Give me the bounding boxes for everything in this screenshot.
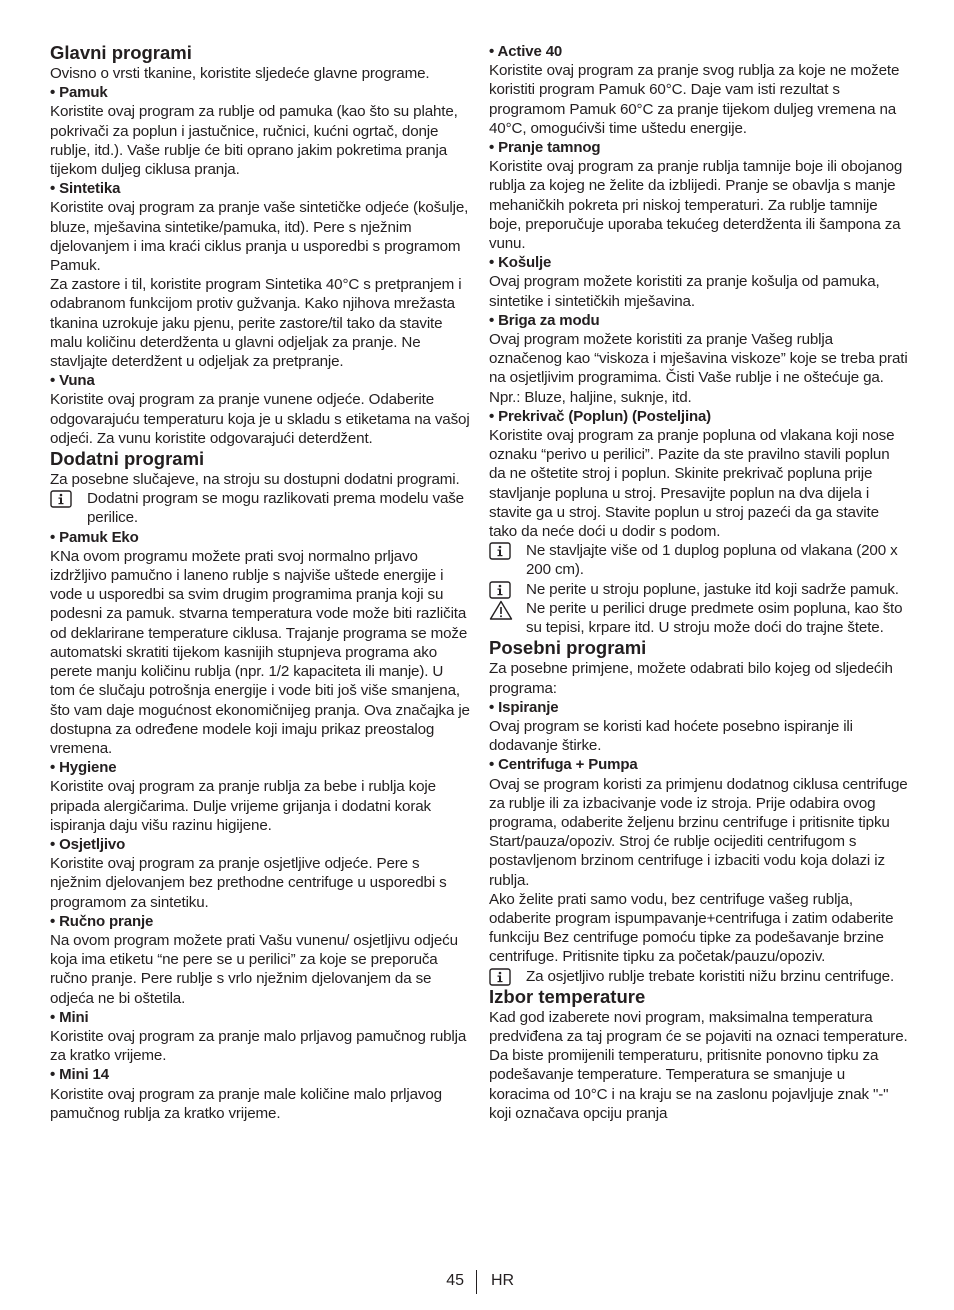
program-name-pranje-tamnog: • Pranje tamnog [489,139,601,157]
paragraph: Koristite ovaj program za pranje male količine malo prljavog pamučnog rublja za kratko vrijeme. [50,1085,442,1122]
info-icon [489,581,511,599]
info-icon [50,490,72,508]
paragraph: KNa ovom programu možete prati svoj normalno prljavo izdržljivo pamučno i laneno rublje s najviše uštede energije i vode u usporedbi sa svim drugim programima pranja koji su podesni za pamuk. stvarna temperatura vode može biti različita od deklarirane temperature ciklusa. Trajanje programa se može automatski skratiti tijekom kasnijih stupnjeva programa ako perete manju količinu rublja (npr. 1/2 kapaciteta ili manje). U tom će slučaju potrošnja energije i vode biti još više smanjena, što vam daje mogućnost ekonomičnijeg pranja. Ova značajka je dostupna za određene modele koji imaju prikaz preostalog vremena. [50,547,470,757]
program-name-vuna: • Vuna [50,372,95,390]
paragraph: Koristite ovaj program za pranje vaše sintetičke odjeće (košulje, bluze, mješavina sintetike/pamuka, itd). Pere s nježnim djelovanjem i ima kraći ciklus pranja u usporedbi s programom Pamuk. [50,199,469,275]
program-name-briga-za-modu: • Briga za modu [489,311,600,329]
paragraph: Ovisno o vrsti tkanine, koristite sljedeće glavne programe. [50,65,430,82]
paragraph: Ovaj program možete koristiti za pranje Vašeg rublja označenog kao “viskoza i mješavina viskoze” koje se treba prati na osjetljivim programima. Čisti Vaše rublje i ne oštećuje ga. Npr.: Bluze, haljine, suknje, itd. [489,331,908,406]
note-text: Ne perite u perilici druge predmete osim popluna, kao što su tepisi, krpare itd. U stroju može doći do trajne štete. [526,599,903,637]
paragraph: Da biste promijenili temperaturu, pritisnite ponovno tipku za podešavanje temperature. Temperatura se smanjuje u koracima od 10°C i na kraju se na zaslonu pojavljuje znak "-" koji označava opciju pranja [489,1047,889,1122]
section-heading-glavni-programi: Glavni programi [50,42,192,63]
paragraph: Koristite ovaj program za pranje malo prljavog pamučnog rublja za kratko vrijeme. [50,1027,467,1065]
footer-divider [476,1270,477,1294]
info-note [489,967,909,986]
left-column [50,42,470,1123]
section-heading-dodatni-programi: Dodatni programi [50,448,205,470]
program-name-sintetika: • Sintetika [50,180,121,198]
info-note [489,541,909,579]
program-name-hygiene: • Hygiene [50,759,117,777]
info-icon [489,968,511,986]
note-text: Za osjetljivo rublje trebate koristiti nižu brzinu centrifuge. [526,967,895,985]
paragraph: Ovaj program možete koristiti za pranje košulja od pamuka, sintetike i sintetičkih mješavina. [489,273,880,310]
program-name-prekriva-poplun-posteljina: • Prekrivač (Poplun) (Posteljina) [489,407,712,425]
program-name-active-40: • Active 40 [489,43,563,60]
paragraph: Koristite ovaj program za pranje rublja tamnije boje ili obojanog rublja za kojeg ne želite da izblijedi. Pranje se obavlja s manje mehaničkih pokreta pri niskoj temperaturi. Za rublje tamnije boje, preporučuje uporaba tekućeg deterdženta ili šampona za vunu. [489,158,903,253]
info-note [50,489,470,527]
info-icon [489,542,511,560]
paragraph: Ovaj se program koristi za primjenu dodatnog ciklusa centrifuge za rublje ili za izbacivanje vode iz stroja. Prije odabira ovog programa, odaberite željenu brzinu centrifuge i pritisnite tipku Start/pauza/opoziv. Stroj će rublje ocijediti centrifugom s postavljenom brzinom centrifuge i izbaciti vodu koja dolazi iz rublja. [489,775,908,889]
page-number: 45 [446,1272,464,1289]
language-code: HR [491,1272,515,1289]
program-name-osjetljivo: • Osjetljivo [50,835,126,853]
note-text: Dodatni program se mogu razlikovati prema modelu vaše perilice. [87,490,464,527]
program-name-ispiranje: • Ispiranje [489,698,559,716]
section-heading-izbor-temperature: Izbor temperature [489,985,646,1007]
note-text: Ne stavljajte više od 1 duplog popluna od vlakana (200 x 200 cm). [526,542,898,579]
paragraph: Koristite ovaj program za pranje svog rublja za koje ne možete koristiti program Pamuk 60°C. Daje vam isti rezultat s programom Pamuk 60°C za pranje tijekom duljeg vremena na 40°C, omogućivši time uštedu energije. [489,62,900,137]
paragraph: Koristite ovaj program za pranje osjetljive odjeće. Pere s nježnim djelovanjem bez prethodne centrifuge u usporedbi s programom za sintetiku. [50,855,447,911]
paragraph: Ovaj program se koristi kad hoćete posebno ispiranje ili dodavanje štirke. [489,717,853,755]
note-text: Ne perite u stroju poplune, jastuke itd koji sadrže pamuk. [526,580,899,598]
program-name-pamuk-eko: • Pamuk Eko [50,528,139,546]
paragraph: Koristite ovaj program za pranje popluna od vlakana koji nose oznaku “perivo u perilici”. Pazite da ste pravilno stavili poplun da ne oštetite stroj i poplun. Skinite prekrivač popluna prije stavljanje popluna u stroj. Presavijte poplun na dva dijela i stavite ga u stroj. Stavite poplun u stroj pazeći da ga stavite tako da neće doći u dodir s podom. [489,427,895,541]
program-name-mini-14: • Mini 14 [50,1066,109,1084]
paragraph: Koristite ovaj program za pranje rublja za bebe i rublja koje pripada alergičarima. Dulje vrijeme grijanja i dodatni korak ispiranja daju višu razinu higijene. [50,778,436,834]
paragraph: Za posebne primjene, možete odabrati bilo kojeg od sljedećih programa: [489,660,893,697]
page-footer [0,1270,954,1294]
paragraph: Kad god izaberete novi program, maksimalna temperatura predviđena za taj program će se pojaviti na oznaci temperature. [489,1008,908,1045]
right-column [489,42,909,1123]
program-name-centrifuga-pumpa: • Centrifuga + Pumpa [489,756,638,774]
paragraph: Za zastore i til, koristite program Sintetika 40°C s pretpranjem i odabranom funkcijom protiv gužvanja. Kako njihova mrežasta tkanina uzrokuje jaku pjenu, perite zastore/til tako da stavite malu količinu deterdženta u glavni odjeljak za pranje. Ne stavljajte deterdžent u odjeljak za pretpranje. [50,276,462,371]
warning-icon [489,600,511,618]
program-name-ru-no-pranje: • Ručno pranje [50,912,154,930]
section-heading-posebni-programi: Posebni programi [489,637,647,659]
paragraph: Za posebne slučajeve, na stroju su dostupni dodatni programi. [50,471,460,489]
program-name-mini: • Mini [50,1008,89,1026]
info-note [489,580,909,599]
program-name-pamuk: • Pamuk [50,84,108,102]
paragraph: Koristite ovaj program za rublje od pamuka (kao što su plahte, pokrivači za poplun i jastučnice, ručnici, kućni ogrtač, donje rublje, itd.). Vaše rublje će biti oprano jakim pokretima pranja tijekom duljeg ciklusa pranja. [50,103,458,179]
paragraph: Ako želite prati samo vodu, bez centrifuge vašeg rublja, odaberite program ispumpavanje+centrifuga i zatim odaberite funkciju Bez centrifuge pomoću tipke za podešavanje brzine centrifuge. Pritisnite tipku za početak/pauzu/opoziv. [489,890,894,966]
paragraph: Koristite ovaj program za pranje vunene odjeće. Odaberite odgovarajuću temperaturu koja je u skladu s etiketama na vašoj odjeći. Za vunu koristite odgovarajući deterdžent. [50,391,470,447]
paragraph: Na ovom program možete prati Vašu vunenu/ osjetljivu odjeću koja ima etiketu “ne pere se u perilici” za koje se preporuča ručno pranje. Pere rublje s vrlo nježnim djelovanjem da se odjeća ne bi oštetila. [50,931,458,1007]
warning-note [489,599,909,637]
program-name-ko-ulje: • Košulje [489,254,552,272]
